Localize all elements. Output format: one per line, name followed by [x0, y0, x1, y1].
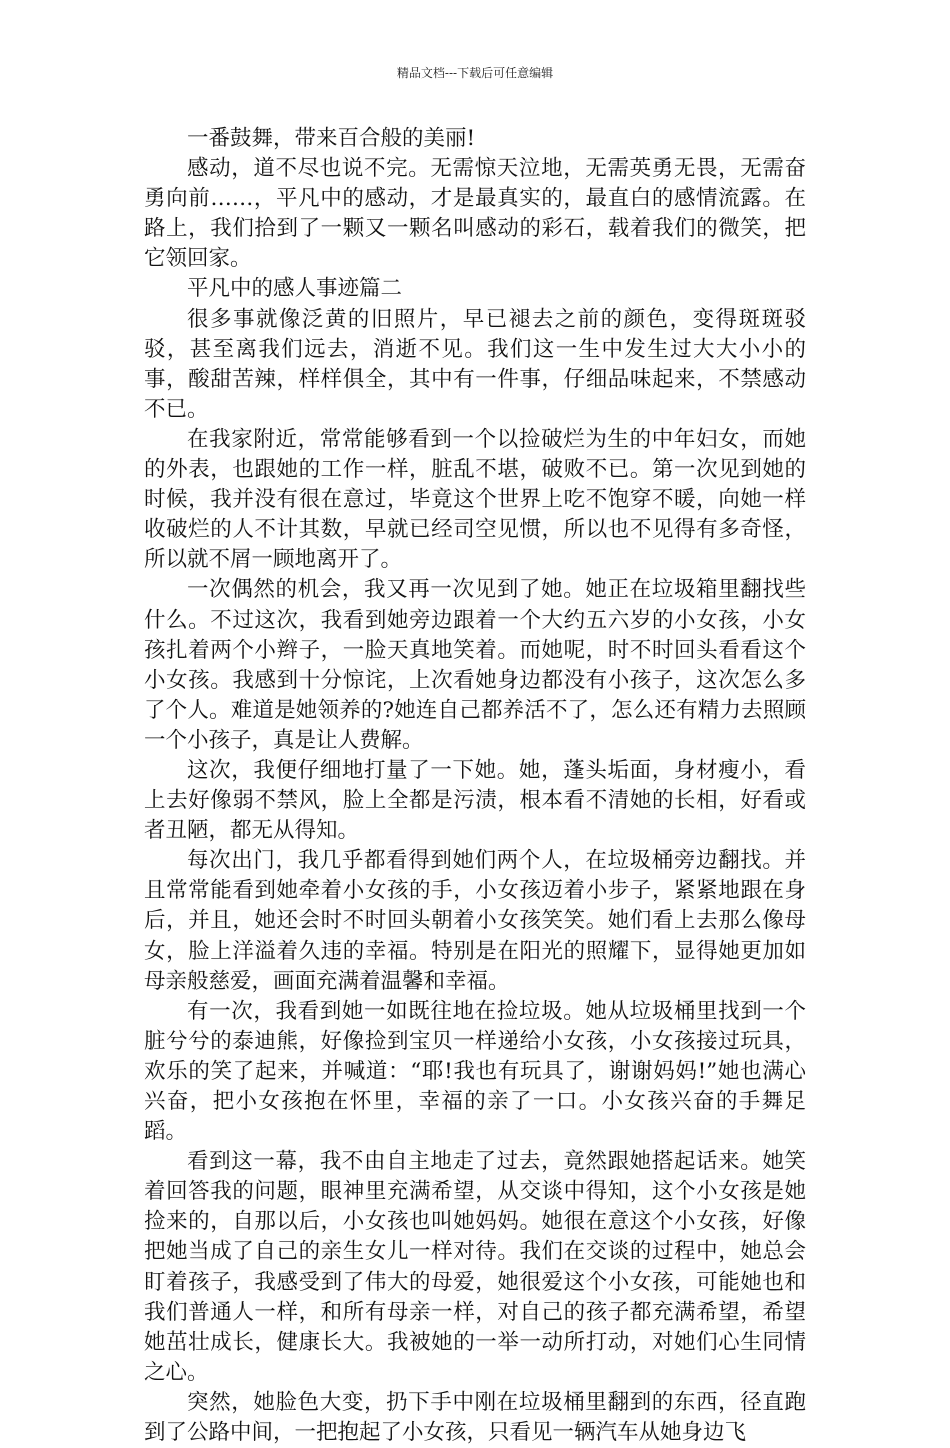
paragraph: 一次偶然的机会，我又再一次见到了她。她正在垃圾箱里翻找些什么。不过这次，我看到她旁边跟着一个大约五六岁的小女孩，小女孩扎着两个小辫子，一脸天真地笑着。而她呢，时不时回头看看这个小女孩。我感到十分惊诧，上次看她身边都没有小孩子，这次怎么多了个人。难道是她领养的?她连自己都养活不了，怎么还有精力去照顾一个小孩子，真是让人费解。 — [144, 577, 806, 753]
paragraph: 感动，道不尽也说不完。无需惊天泣地，无需英勇无畏，无需奋勇向前……，平凡中的感动，才是最真实的，最直白的感情流露。在路上，我们拾到了一颗又一颗名叫感动的彩石，载着我们的微笑，把它领回家。 — [144, 156, 806, 272]
paragraph: 这次，我便仔细地打量了一下她。她，蓬头垢面，身材瘦小，看上去好像弱不禁风，脸上全都是污渍，根本看不清她的长相，好看或者丑陋，都无从得知。 — [144, 757, 806, 844]
section-title: 平凡中的感人事迹篇二 — [187, 276, 403, 302]
paragraph: 每次出门，我几乎都看得到她们两个人，在垃圾桶旁边翻找。并且常常能看到她牵着小女孩的手，小女孩迈着小步子，紧紧地跟在身后，并且，她还会时不时回头朝着小女孩笑笑。她们看上去那么像母女，脸上洋溢着久违的幸福。特别是在阳光的照耀下，显得她更加如母亲般慈爱，画面充满着温馨和幸福。 — [144, 848, 806, 994]
paragraph: 很多事就像泛黄的旧照片，早已褪去之前的颜色，变得斑斑驳驳，甚至离我们远去，消逝不见。我们这一生中发生过大大小小的事，酸甜苦辣，样样俱全，其中有一件事，仔细品味起来，不禁感动不已。 — [144, 306, 806, 422]
paragraph: 有一次，我看到她一如既往地在捡垃圾。她从垃圾桶里找到一个脏兮兮的泰迪熊，好像捡到宝贝一样递给小女孩，小女孩接过玩具，欢乐的笑了起来，并喊道：“耶!我也有玩具了，谢谢妈妈!”她也满心兴奋，把小女孩抱在怀里，幸福的亲了一口。小女孩兴奋的手舞足蹈。 — [144, 998, 806, 1145]
document-body — [144, 124, 806, 1448]
paragraph: 看到这一幕，我不由自主地走了过去，竟然跟她搭起话来。她笑着回答我的问题，眼神里充满希望，从交谈中得知，这个小女孩是她捡来的，自那以后，小女孩也叫她妈妈。她很在意这个小女孩，好像把她当成了自己的亲生女儿一样对待。我们在交谈的过程中，她总会盯着孩子，我感受到了伟大的母爱，她很爱这个小女孩，可能她也和我们普通人一样，和所有母亲一样，对自己的孩子都充满希望，希望她茁壮成长，健康长大。我被她的一举一动所打动，对她们心生同情之心。 — [144, 1149, 806, 1385]
paragraph: 在我家附近，常常能够看到一个以捡破烂为生的中年妇女，而她的外表，也跟她的工作一样，脏乱不堪，破败不已。第一次见到她的时候，我并没有很在意过，毕竟这个世界上吃不饱穿不暖，向她一样收破烂的人不计其数，早就已经司空见惯，所以也不见得有多奇怪，所以就不屑一顾地离开了。 — [144, 426, 806, 573]
paragraph: 突然，她脸色大变，扔下手中刚在垃圾桶里翻到的东西，径直跑到了公路中间，一把抱起了小女孩，只看见一辆汽车从她身边飞 — [144, 1389, 806, 1446]
page-header: 精品文档---下载后可任意编辑 — [396, 66, 554, 80]
paragraph: 一番鼓舞，带来百合般的美丽! — [187, 126, 476, 151]
